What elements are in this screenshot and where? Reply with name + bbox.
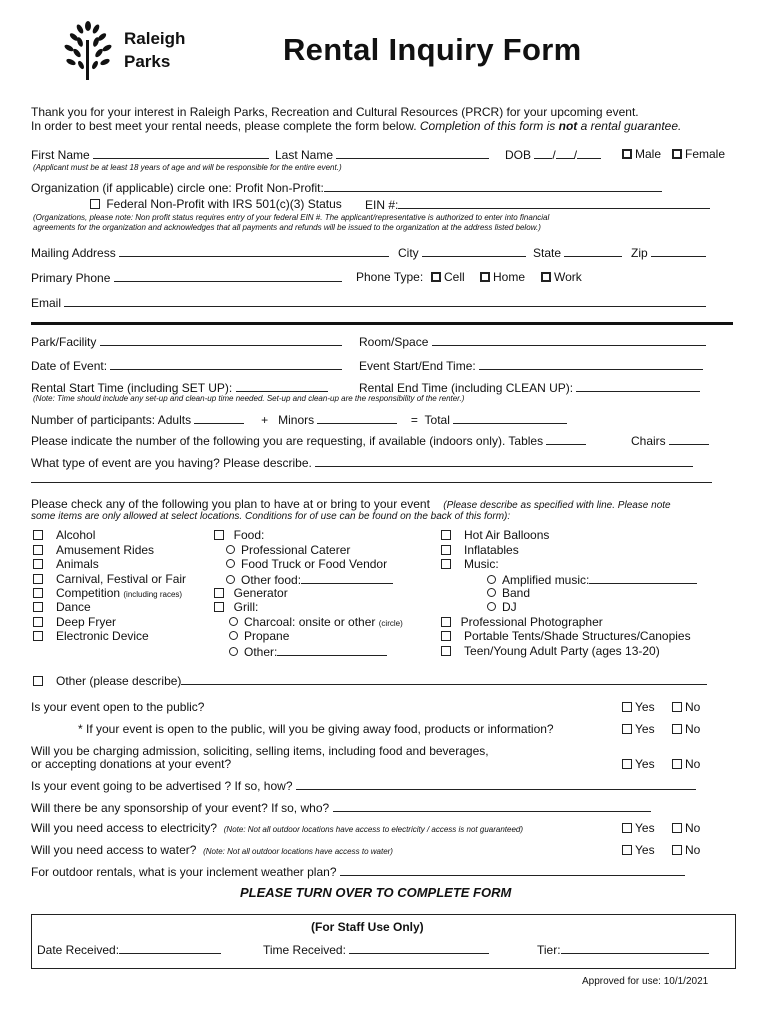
- question-charging-line1: Will you be charging admission, soliciting, selling items, including food and beverages,: [31, 744, 489, 758]
- phone-type-label: Phone Type:: [356, 270, 424, 284]
- turn-over-notice: PLEASE TURN OVER TO COMPLETE FORM: [240, 885, 512, 900]
- first-name-field[interactable]: First Name: [31, 147, 269, 162]
- participants-row[interactable]: Number of participants: Adults + Minors = Total: [31, 412, 567, 427]
- checkbox-alcohol[interactable]: Alcohol: [33, 528, 95, 542]
- giveaway-yes-checkbox[interactable]: Yes: [622, 722, 655, 736]
- checkbox-other-describe[interactable]: Other (please describe): [33, 673, 707, 688]
- public-yes-checkbox[interactable]: Yes: [622, 700, 655, 714]
- electricity-yes-checkbox[interactable]: Yes: [622, 821, 655, 835]
- checkbox-electronic-device[interactable]: Electronic Device: [33, 629, 149, 643]
- date-of-event-field[interactable]: Date of Event:: [31, 358, 342, 373]
- checkbox-carnival[interactable]: Carnival, Festival or Fair: [33, 572, 186, 586]
- logo-line2: Parks: [124, 52, 171, 71]
- time-note: (Note: Time should include any set-up and clean-up time needed. Set-up and clean-up are the responsibility of the renter.): [33, 394, 465, 403]
- primary-phone-field[interactable]: Primary Phone: [31, 270, 342, 285]
- staff-box-title: (For Staff Use Only): [311, 920, 424, 934]
- checkbox-amusement-rides[interactable]: Amusement Rides: [33, 543, 154, 557]
- zip-field[interactable]: Zip: [631, 245, 706, 260]
- public-no-checkbox[interactable]: No: [672, 700, 700, 714]
- staff-time-received[interactable]: Time Received:: [263, 942, 489, 957]
- checkbox-portable-tents[interactable]: Portable Tents/Shade Structures/Canopies: [441, 629, 691, 643]
- radio-other-grill[interactable]: Other:: [229, 644, 387, 659]
- state-field[interactable]: State: [533, 245, 622, 260]
- charging-no-checkbox[interactable]: No: [672, 757, 700, 771]
- approved-date: Approved for use: 10/1/2021: [582, 976, 709, 987]
- question-water: Will you need access to water? (Note: Not all outdoor locations have access to water): [31, 843, 393, 857]
- rental-end-field[interactable]: Rental End Time (including CLEAN UP):: [359, 380, 700, 395]
- checkbox-hot-air-balloons[interactable]: Hot Air Balloons: [441, 528, 549, 542]
- question-electricity: Will you need access to electricity? (Note: Not all outdoor locations have access to electricity / access is not guaranteed): [31, 821, 524, 835]
- male-checkbox[interactable]: Male: [622, 147, 661, 161]
- radio-charcoal[interactable]: Charcoal: onsite or other (circle): [229, 615, 403, 629]
- checkbox-music[interactable]: Music:: [441, 557, 499, 571]
- checkbox-generator[interactable]: Generator: [214, 586, 288, 600]
- radio-food-truck[interactable]: Food Truck or Food Vendor: [226, 557, 387, 571]
- checkbox-professional-photographer[interactable]: Professional Photographer: [441, 615, 603, 629]
- chairs-field[interactable]: Chairs: [631, 433, 709, 448]
- checkbox-teen-party[interactable]: Teen/Young Adult Party (ages 13-20): [441, 644, 660, 658]
- org-note-line2: agreements for the organization and acknowledges that all payments and refunds will be issued to the organization at the address listed below.): [33, 223, 541, 232]
- checklist-intro-2: some items are only allowed at select locations. Conditions for of use can be found on the back of this form):: [31, 511, 511, 522]
- staff-use-box: [31, 914, 736, 969]
- room-space-field[interactable]: Room/Space: [359, 334, 706, 349]
- phone-cell-checkbox[interactable]: Cell: [431, 270, 465, 284]
- radio-propane[interactable]: Propane: [229, 629, 289, 643]
- park-facility-field[interactable]: Park/Facility: [31, 334, 342, 349]
- electricity-no-checkbox[interactable]: No: [672, 821, 700, 835]
- intro-line1: Thank you for your interest in Raleigh Parks, Recreation and Cultural Resources (PRCR) for your upcoming event.: [31, 105, 639, 119]
- staff-tier[interactable]: Tier:: [537, 942, 709, 957]
- event-start-end-field[interactable]: Event Start/End Time:: [359, 358, 703, 373]
- organization-field[interactable]: Organization (if applicable) circle one: Profit Non-Profit:: [31, 180, 662, 195]
- charging-yes-checkbox[interactable]: Yes: [622, 757, 655, 771]
- weather-plan-field[interactable]: For outdoor rentals, what is your inclement weather plan?: [31, 864, 685, 879]
- water-no-checkbox[interactable]: No: [672, 843, 700, 857]
- logo-line1: Raleigh: [124, 29, 186, 48]
- radio-other-food[interactable]: Other food:: [226, 572, 393, 587]
- rental-start-field[interactable]: Rental Start Time (including SET UP):: [31, 380, 328, 395]
- intro-line2: In order to best meet your rental needs, please complete the form below. Completion of this form is not a rental guarantee.: [31, 119, 682, 133]
- checkbox-animals[interactable]: Animals: [33, 557, 99, 571]
- logo: [62, 20, 202, 82]
- radio-professional-caterer[interactable]: Professional Caterer: [226, 543, 350, 557]
- email-field[interactable]: Email: [31, 295, 706, 310]
- question-public: Is your event open to the public?: [31, 700, 205, 714]
- phone-home-checkbox[interactable]: Home: [480, 270, 525, 284]
- question-giveaway: * If your event is open to the public, will you be giving away food, products or information?: [78, 722, 554, 736]
- page-title: Rental Inquiry Form: [283, 32, 582, 67]
- dob-field[interactable]: DOB / /: [505, 147, 601, 162]
- tree-logo-icon: [62, 20, 114, 82]
- checklist-intro: Please check any of the following you plan to have at or bring to your event (Please describe as specified with line. Please note: [31, 497, 671, 511]
- ein-field[interactable]: EIN #:: [365, 197, 710, 212]
- checkbox-grill[interactable]: Grill:: [214, 600, 258, 614]
- checkbox-competition[interactable]: Competition (including races): [33, 586, 182, 600]
- female-checkbox[interactable]: Female: [672, 147, 725, 161]
- event-type-field[interactable]: What type of event are you having? Please describe.: [31, 455, 693, 470]
- radio-dj[interactable]: DJ: [487, 600, 517, 614]
- checkbox-deep-fryer[interactable]: Deep Fryer: [33, 615, 116, 629]
- org-note-line1: (Organizations, please note: Non profit status requires entry of your federal EIN #. The applicant/representative is authorized to enter into financial: [33, 213, 550, 222]
- giveaway-no-checkbox[interactable]: No: [672, 722, 700, 736]
- staff-date-received[interactable]: Date Received:: [37, 942, 221, 957]
- advertised-field[interactable]: Is your event going to be advertised ? If so, how?: [31, 778, 696, 793]
- radio-band[interactable]: Band: [487, 586, 530, 600]
- city-field[interactable]: City: [398, 245, 526, 260]
- event-type-line2[interactable]: [31, 482, 712, 483]
- tables-field[interactable]: Please indicate the number of the following you are requesting, if available (indoors only). Tables: [31, 433, 586, 448]
- sponsorship-field[interactable]: Will there be any sponsorship of your event? If so, who?: [31, 800, 651, 815]
- federal-nonprofit-checkbox[interactable]: Federal Non-Profit with IRS 501(c)(3) Status: [90, 197, 342, 211]
- radio-amplified-music[interactable]: Amplified music:: [487, 572, 697, 587]
- section-divider: [31, 322, 733, 325]
- checkbox-dance[interactable]: Dance: [33, 600, 91, 614]
- water-yes-checkbox[interactable]: Yes: [622, 843, 655, 857]
- checkbox-food[interactable]: Food:: [214, 528, 264, 542]
- checkbox-inflatables[interactable]: Inflatables: [441, 543, 519, 557]
- question-charging-line2: or accepting donations at your event?: [31, 757, 232, 771]
- mailing-address-field[interactable]: Mailing Address: [31, 245, 389, 260]
- last-name-field[interactable]: Last Name: [275, 147, 489, 162]
- phone-work-checkbox[interactable]: Work: [541, 270, 582, 284]
- applicant-note: (Applicant must be at least 18 years of age and will be responsible for the entire event.): [33, 163, 342, 172]
